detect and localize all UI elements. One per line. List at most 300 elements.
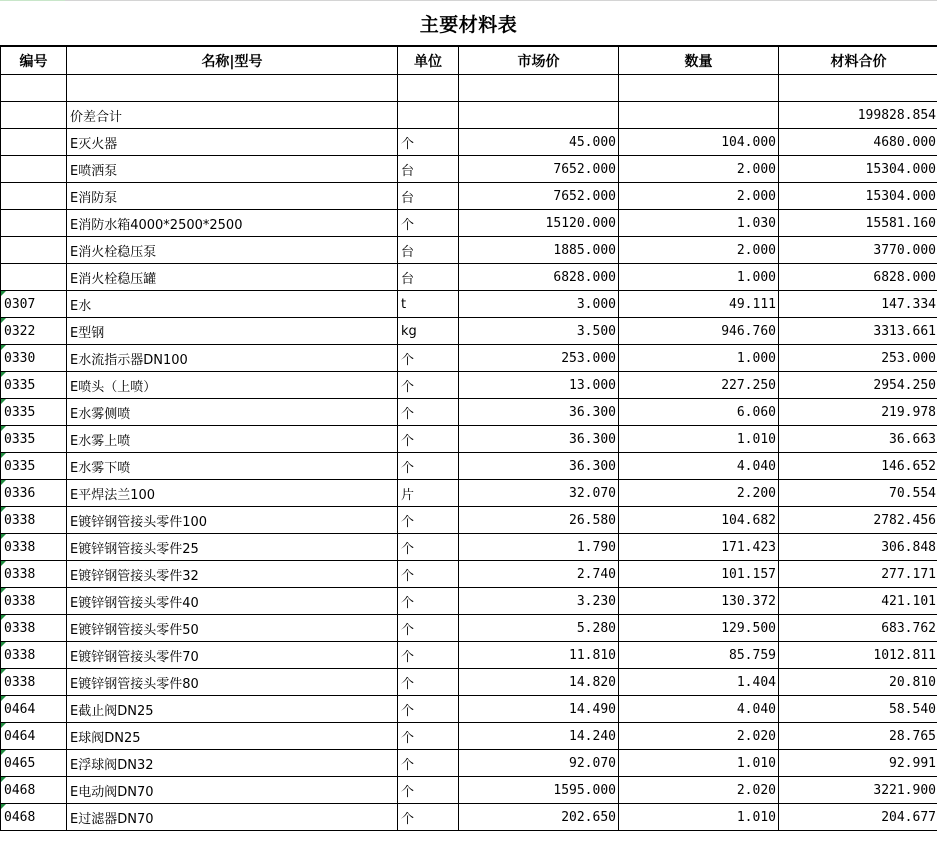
cell-qty[interactable] <box>619 237 779 264</box>
table-row <box>1 345 937 372</box>
cell-price[interactable] <box>459 237 619 264</box>
cell-price-text: 1595.000 <box>553 782 616 798</box>
cell-total-text: 421.101 <box>881 593 936 609</box>
cell-qty-text: 101.157 <box>721 566 776 582</box>
cell-total-text: 306.848 <box>881 539 936 555</box>
cell-total[interactable] <box>779 750 937 777</box>
cell-price-text: 3.230 <box>576 593 616 609</box>
cell-code[interactable] <box>1 372 67 399</box>
cell-unit-text: 个 <box>401 541 415 557</box>
cell-qty[interactable] <box>619 561 779 588</box>
cell-total-text: 2954.250 <box>873 377 936 393</box>
cell-price[interactable] <box>459 318 619 345</box>
cell-unit[interactable] <box>398 102 459 129</box>
cell-price-text: 3.000 <box>576 296 616 312</box>
cell-total-text: 15581.160 <box>865 215 936 231</box>
cell-code[interactable] <box>1 480 67 507</box>
cell-code-text: 0338 <box>4 512 36 528</box>
cell-name-text: E水雾上喷 <box>70 433 131 449</box>
cell-code[interactable] <box>1 156 67 183</box>
cell-unit[interactable] <box>398 318 459 345</box>
cell-qty[interactable] <box>619 399 779 426</box>
cell-price[interactable] <box>459 507 619 534</box>
cell-total[interactable] <box>779 426 937 453</box>
cell-name[interactable] <box>67 750 398 777</box>
cell-unit-text: 个 <box>401 568 415 584</box>
cell-price[interactable] <box>459 561 619 588</box>
cell-qty-text: 49.111 <box>729 296 776 312</box>
cell-code[interactable] <box>1 642 67 669</box>
cell-price-text: 26.580 <box>569 512 616 528</box>
cell-total[interactable] <box>779 237 937 264</box>
cell-price[interactable] <box>459 183 619 210</box>
cell-qty[interactable] <box>619 426 779 453</box>
cell-name[interactable] <box>67 561 398 588</box>
cell-qty-text: 1.404 <box>736 674 776 690</box>
table-row <box>1 696 937 723</box>
cell-price[interactable] <box>459 399 619 426</box>
cell-name[interactable] <box>67 264 398 291</box>
cell-qty[interactable] <box>619 750 779 777</box>
cell-total[interactable] <box>779 804 937 831</box>
cell-qty[interactable] <box>619 777 779 804</box>
table-row <box>1 453 937 480</box>
cell-unit-text: 个 <box>401 784 415 800</box>
cell-price[interactable] <box>459 615 619 642</box>
cell-qty-text: 2.020 <box>736 728 776 744</box>
cell-name[interactable] <box>67 372 398 399</box>
sheet-title[interactable]: 主要材料表 <box>419 14 518 36</box>
cell-unit[interactable] <box>398 750 459 777</box>
cell-qty[interactable] <box>619 723 779 750</box>
cell-name[interactable] <box>67 723 398 750</box>
cell-name[interactable] <box>67 426 398 453</box>
cell-unit[interactable] <box>398 615 459 642</box>
cell-total-text: 199828.854 <box>857 107 936 123</box>
cell-code-text: 0468 <box>4 809 36 825</box>
error-indicator-icon <box>1 507 6 512</box>
cell-qty[interactable] <box>619 669 779 696</box>
cell-qty-text: 1.010 <box>736 809 776 825</box>
cell-unit[interactable] <box>398 183 459 210</box>
cell-price[interactable] <box>459 480 619 507</box>
cell-code[interactable] <box>1 750 67 777</box>
cell-price[interactable] <box>459 264 619 291</box>
cell-unit-text: 个 <box>401 217 415 233</box>
cell-name-text: E截止阀DN25 <box>70 703 154 719</box>
cell-name[interactable] <box>67 804 398 831</box>
cell-code[interactable] <box>1 318 67 345</box>
cell-name[interactable] <box>67 183 398 210</box>
cell-name[interactable] <box>67 210 398 237</box>
cell-total[interactable] <box>779 696 937 723</box>
cell-total[interactable] <box>779 318 937 345</box>
cell-price[interactable] <box>459 588 619 615</box>
cell-name[interactable] <box>67 588 398 615</box>
cell-name[interactable] <box>67 318 398 345</box>
cell-unit-text: 个 <box>401 676 415 692</box>
cell-total[interactable] <box>779 75 937 102</box>
cell-price-text: 36.300 <box>569 431 616 447</box>
cell-code-text: 0335 <box>4 377 36 393</box>
cell-code[interactable] <box>1 669 67 696</box>
cell-name-text: E平焊法兰100 <box>70 487 156 503</box>
cell-name-text: E灭火器 <box>70 136 118 152</box>
cell-name-text: E消防泵 <box>70 190 118 206</box>
cell-name[interactable] <box>67 102 398 129</box>
cell-qty[interactable] <box>619 156 779 183</box>
error-indicator-icon <box>1 318 6 323</box>
cell-qty-text: 1.030 <box>736 215 776 231</box>
table-row <box>1 669 937 696</box>
cell-price[interactable] <box>459 129 619 156</box>
cell-price-text: 7652.000 <box>553 188 616 204</box>
cell-unit-text: 个 <box>401 460 415 476</box>
cell-price[interactable] <box>459 642 619 669</box>
error-indicator-icon <box>1 804 6 809</box>
cell-total-text: 219.978 <box>881 404 936 420</box>
cell-name[interactable] <box>67 777 398 804</box>
cell-qty[interactable] <box>619 534 779 561</box>
cell-price[interactable] <box>459 750 619 777</box>
cell-price[interactable] <box>459 453 619 480</box>
cell-unit-text: 个 <box>401 811 415 827</box>
error-indicator-icon <box>1 345 6 350</box>
cell-unit[interactable] <box>398 723 459 750</box>
cell-price[interactable] <box>459 534 619 561</box>
cell-unit[interactable] <box>398 561 459 588</box>
cell-unit[interactable] <box>398 453 459 480</box>
cell-unit[interactable] <box>398 210 459 237</box>
cell-code[interactable] <box>1 426 67 453</box>
cell-price[interactable] <box>459 75 619 102</box>
table-row <box>1 507 937 534</box>
cell-name[interactable] <box>67 399 398 426</box>
cell-unit[interactable] <box>398 372 459 399</box>
cell-total-text: 15304.000 <box>865 161 936 177</box>
cell-price[interactable] <box>459 156 619 183</box>
cell-code[interactable] <box>1 75 67 102</box>
cell-total[interactable] <box>779 399 937 426</box>
cell-name-text: E消火栓稳压罐 <box>70 271 157 287</box>
cell-total[interactable] <box>779 264 937 291</box>
cell-unit[interactable] <box>398 534 459 561</box>
cell-total[interactable] <box>779 507 937 534</box>
cell-code[interactable] <box>1 129 67 156</box>
cell-name[interactable] <box>67 291 398 318</box>
cell-unit[interactable] <box>398 399 459 426</box>
cell-name-text: E过滤器DN70 <box>70 811 154 827</box>
cell-qty-text: 227.250 <box>721 377 776 393</box>
cell-qty[interactable] <box>619 507 779 534</box>
cell-qty[interactable] <box>619 642 779 669</box>
cell-code[interactable] <box>1 777 67 804</box>
cell-total-text: 6828.000 <box>873 269 936 285</box>
cell-unit-text: 个 <box>401 649 415 665</box>
table-row <box>1 480 937 507</box>
cell-total[interactable] <box>779 615 937 642</box>
table-row <box>1 615 937 642</box>
cell-qty-text: 2.000 <box>736 242 776 258</box>
cell-qty[interactable] <box>619 102 779 129</box>
cell-code[interactable] <box>1 453 67 480</box>
cell-total[interactable] <box>779 210 937 237</box>
cell-price-text: 3.500 <box>576 323 616 339</box>
cell-code[interactable] <box>1 534 67 561</box>
cell-price[interactable] <box>459 102 619 129</box>
cell-price[interactable] <box>459 777 619 804</box>
cell-name[interactable] <box>67 156 398 183</box>
top-border <box>65 0 937 1</box>
cell-unit[interactable] <box>398 669 459 696</box>
cell-total[interactable] <box>779 723 937 750</box>
cell-price-text: 13.000 <box>569 377 616 393</box>
table-row <box>1 399 937 426</box>
cell-unit-text: kg <box>401 323 417 339</box>
error-indicator-icon <box>1 777 6 782</box>
table-row <box>1 237 937 264</box>
cell-qty[interactable] <box>619 75 779 102</box>
cell-total-text: 58.540 <box>889 701 936 717</box>
cell-price[interactable] <box>459 291 619 318</box>
cell-qty-text: 2.200 <box>736 485 776 501</box>
cell-qty[interactable] <box>619 291 779 318</box>
cell-name[interactable] <box>67 534 398 561</box>
cell-total[interactable] <box>779 534 937 561</box>
cell-name[interactable] <box>67 615 398 642</box>
cell-unit[interactable] <box>398 696 459 723</box>
cell-unit[interactable] <box>398 642 459 669</box>
header-price[interactable]: 市场价 <box>459 47 619 75</box>
cell-code-text: 0307 <box>4 296 36 312</box>
cell-code-text: 0464 <box>4 701 36 717</box>
cell-code[interactable] <box>1 345 67 372</box>
cell-unit-text: 个 <box>401 595 415 611</box>
cell-total-text: 253.000 <box>881 350 936 366</box>
cell-name-text: E消火栓稳压泵 <box>70 244 157 260</box>
cell-total-text: 3770.000 <box>873 242 936 258</box>
table-row <box>1 264 937 291</box>
cell-price[interactable] <box>459 723 619 750</box>
cell-total[interactable] <box>779 372 937 399</box>
cell-qty-text: 130.372 <box>721 593 776 609</box>
table-row <box>1 561 937 588</box>
cell-name[interactable] <box>67 642 398 669</box>
error-indicator-icon <box>1 453 6 458</box>
cell-total[interactable] <box>779 102 937 129</box>
table-row <box>1 426 937 453</box>
cell-qty-text: 2.000 <box>736 161 776 177</box>
cell-price-text: 14.240 <box>569 728 616 744</box>
table-row <box>1 129 937 156</box>
cell-name-text: E镀锌钢管接头零件70 <box>70 649 199 665</box>
cell-total-text: 92.991 <box>889 755 936 771</box>
cell-code-text: 0335 <box>4 458 36 474</box>
cell-qty[interactable] <box>619 129 779 156</box>
cell-total-text: 147.334 <box>881 296 936 312</box>
cell-total[interactable] <box>779 345 937 372</box>
error-indicator-icon <box>1 561 6 566</box>
cell-code-text: 0468 <box>4 782 36 798</box>
cell-code[interactable] <box>1 291 67 318</box>
cell-price-text: 1885.000 <box>553 242 616 258</box>
cell-qty[interactable] <box>619 588 779 615</box>
header-total[interactable]: 材料合价 <box>779 47 937 75</box>
cell-code-text: 0335 <box>4 404 36 420</box>
table-row <box>1 75 937 102</box>
cell-total[interactable] <box>779 156 937 183</box>
header-unit[interactable]: 单位 <box>398 47 459 75</box>
cell-price-text: 36.300 <box>569 404 616 420</box>
cell-price[interactable] <box>459 426 619 453</box>
header-row <box>1 47 937 75</box>
header-name[interactable]: 名称|型号 <box>67 47 398 75</box>
cell-qty[interactable] <box>619 453 779 480</box>
cell-total[interactable] <box>779 669 937 696</box>
cell-qty[interactable] <box>619 615 779 642</box>
cell-total[interactable] <box>779 453 937 480</box>
cell-name[interactable] <box>67 453 398 480</box>
cell-code[interactable] <box>1 399 67 426</box>
cell-name[interactable] <box>67 507 398 534</box>
cell-unit[interactable] <box>398 588 459 615</box>
cell-code[interactable] <box>1 102 67 129</box>
cell-total[interactable] <box>779 480 937 507</box>
cell-unit[interactable] <box>398 345 459 372</box>
cell-code[interactable] <box>1 588 67 615</box>
header-code[interactable]: 编号 <box>1 47 67 75</box>
cell-price-text: 1.790 <box>576 539 616 555</box>
cell-unit[interactable] <box>398 237 459 264</box>
cell-name[interactable] <box>67 480 398 507</box>
cell-name-text: E喷洒泵 <box>70 163 118 179</box>
cell-name[interactable] <box>67 669 398 696</box>
cell-unit[interactable] <box>398 777 459 804</box>
error-indicator-icon <box>1 615 6 620</box>
cell-total-text: 3221.900 <box>873 782 936 798</box>
cell-qty[interactable] <box>619 210 779 237</box>
table-row <box>1 750 937 777</box>
cell-code-text: 0465 <box>4 755 36 771</box>
cell-code[interactable] <box>1 507 67 534</box>
cell-name-text: E电动阀DN70 <box>70 784 154 800</box>
title-row <box>0 0 937 46</box>
cell-unit[interactable] <box>398 480 459 507</box>
cell-name[interactable] <box>67 75 398 102</box>
cell-code[interactable] <box>1 183 67 210</box>
cell-code[interactable] <box>1 723 67 750</box>
cell-total[interactable] <box>779 561 937 588</box>
cell-price-text: 253.000 <box>561 350 616 366</box>
cell-total[interactable] <box>779 291 937 318</box>
cell-code-text: 0338 <box>4 620 36 636</box>
cell-code[interactable] <box>1 615 67 642</box>
cell-unit[interactable] <box>398 291 459 318</box>
cell-name[interactable] <box>67 345 398 372</box>
error-indicator-icon <box>1 291 6 296</box>
cell-name[interactable] <box>67 129 398 156</box>
cell-unit-text: 个 <box>401 406 415 422</box>
cell-unit[interactable] <box>398 75 459 102</box>
cell-unit[interactable] <box>398 264 459 291</box>
error-indicator-icon <box>1 750 6 755</box>
cell-price[interactable] <box>459 345 619 372</box>
cell-unit-text: 台 <box>401 244 415 260</box>
error-indicator-icon <box>1 723 6 728</box>
cell-price[interactable] <box>459 804 619 831</box>
cell-total[interactable] <box>779 642 937 669</box>
cell-price[interactable] <box>459 669 619 696</box>
cell-price[interactable] <box>459 372 619 399</box>
cell-unit[interactable] <box>398 129 459 156</box>
cell-qty[interactable] <box>619 318 779 345</box>
cell-price[interactable] <box>459 696 619 723</box>
cell-name-text: E镀锌钢管接头零件50 <box>70 622 199 638</box>
table-row <box>1 102 937 129</box>
cell-code-text: 0338 <box>4 647 36 663</box>
cell-name-text: E浮球阀DN32 <box>70 757 154 773</box>
cell-total[interactable] <box>779 588 937 615</box>
cell-code[interactable] <box>1 804 67 831</box>
cell-code[interactable] <box>1 696 67 723</box>
cell-unit[interactable] <box>398 156 459 183</box>
cell-name-text: E镀锌钢管接头零件25 <box>70 541 199 557</box>
cell-code[interactable] <box>1 264 67 291</box>
cell-qty-text: 171.423 <box>721 539 776 555</box>
cell-qty[interactable] <box>619 804 779 831</box>
cell-qty[interactable] <box>619 345 779 372</box>
cell-price[interactable] <box>459 210 619 237</box>
cell-name-text: E镀锌钢管接头零件40 <box>70 595 199 611</box>
header-qty[interactable]: 数量 <box>619 47 779 75</box>
cell-name[interactable] <box>67 696 398 723</box>
cell-qty[interactable] <box>619 480 779 507</box>
cell-unit-text: 个 <box>401 379 415 395</box>
cell-qty-text: 1.010 <box>736 755 776 771</box>
error-indicator-icon <box>1 696 6 701</box>
cell-name-text: E球阀DN25 <box>70 730 141 746</box>
cell-qty-text: 2.000 <box>736 188 776 204</box>
cell-code-text: 0335 <box>4 431 36 447</box>
cell-code[interactable] <box>1 210 67 237</box>
cell-total[interactable] <box>779 183 937 210</box>
cell-code-text: 0330 <box>4 350 36 366</box>
cell-unit[interactable] <box>398 804 459 831</box>
cell-qty[interactable] <box>619 696 779 723</box>
cell-total-text: 2782.456 <box>873 512 936 528</box>
cell-total-text: 277.171 <box>881 566 936 582</box>
cell-total-text: 28.765 <box>889 728 936 744</box>
cell-total[interactable] <box>779 129 937 156</box>
cell-name-text: E喷头（上喷） <box>70 379 157 395</box>
cell-unit[interactable] <box>398 507 459 534</box>
cell-unit-text: 台 <box>401 271 415 287</box>
cell-qty[interactable] <box>619 264 779 291</box>
cell-code-text: 0338 <box>4 593 36 609</box>
cell-price-text: 32.070 <box>569 485 616 501</box>
cell-name-text: E水流指示器DN100 <box>70 352 188 368</box>
cell-name-text: E水雾侧喷 <box>70 406 131 422</box>
cell-qty[interactable] <box>619 183 779 210</box>
cell-unit[interactable] <box>398 426 459 453</box>
cell-qty[interactable] <box>619 372 779 399</box>
cell-total-text: 15304.000 <box>865 188 936 204</box>
cell-name[interactable] <box>67 237 398 264</box>
cell-code[interactable] <box>1 561 67 588</box>
cell-unit-text: 个 <box>401 352 415 368</box>
cell-total[interactable] <box>779 777 937 804</box>
cell-code[interactable] <box>1 237 67 264</box>
